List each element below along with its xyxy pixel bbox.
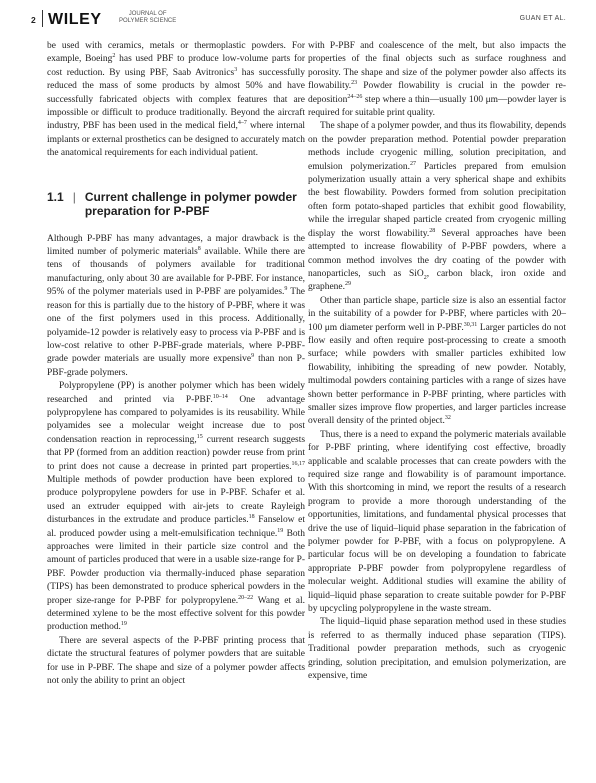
citation-superscript: 9 [251, 353, 255, 360]
citation-superscript: 23 [351, 80, 358, 87]
citation-superscript: 10–14 [212, 393, 228, 400]
text-run: Polypropylene (PP) is another polymer which has been widely researched and printed via P-PBF. [47, 381, 305, 405]
citation-superscript: 18 [248, 514, 255, 521]
citation-superscript: 29 [344, 281, 351, 288]
citation-superscript: 30,31 [463, 321, 478, 328]
running-authors: GUAN ET AL. [519, 15, 566, 22]
citation-superscript: 4–7 [237, 120, 247, 127]
citation-superscript: 32 [444, 415, 451, 422]
text-run: available. While there are tens of thousands of polymers available for traditional manufacturing, only about 30 are available for P-PBF. For instance, 95% of the polymer materials used in P-PBF are polyamides. [47, 247, 305, 298]
text-run: Larger particles do not flow easily and often require post-processing to create a smooth surface; while powders with smaller particles exhibited low flowability, inhibiting the spreading of new powder. Notably, multimodal powders containing particles with a range of sizes have shown better performance in P-PBF printing, where particles with smaller sizes improve flow properties, and larger particles increase overall density of the printed object. [308, 322, 566, 427]
text-run: Other than particle shape, particle size is also an essential factor in the suitability of a powder for P-PBF, where particles with 20–100 μm diameter perform well in P-PBF. [308, 295, 566, 333]
citation-superscript: 2 [112, 53, 116, 60]
text-run: The liquid–liquid phase separation method used in these studies is referred to as thermally induced phase separation (TIPS). Traditional powder preparation methods, such as cryogenic grinding, solution precipitation, and emulsion polymerization, are expensive, time [308, 617, 566, 682]
paragraph [308, 120, 566, 294]
paragraph [47, 380, 305, 635]
header-divider [42, 10, 43, 27]
citation-superscript: 20–22 [238, 594, 254, 601]
paragraph [47, 635, 305, 689]
citation-superscript: 24–26 [347, 93, 363, 100]
text-run: There are several aspects of the P-PBF printing process that dictate the structural features of polymer powders that are suitable for use in P-PBF. The shape and size of a polymer powder affects not only the ability to print an object [47, 635, 305, 687]
text-run: Thus, there is a need to expand the polymeric materials available for P-PBF printing, where identifying cost effective, broadly applicable and scalable processes that can create powders with the required size range and flowability is of paramount importance. With this shortcoming in mind, we report the results of a research program to provide a more thorough understanding of the opportunities, limitations, and fundamental physical processes that drive the use of liquid–liquid phase separation in the fabrication of polymer powder for P-PBF, with a focus on polypropylene. A particular focus will be on developing a foundation to fabricate appropriate P-PBF powder from polypropylene regardless of molecular weight. Additional studies will examine the ability of liquid–liquid phase separation to create suitable powder for P-PBF by upcycling polypropylene in the waste stream. [308, 429, 566, 615]
citation-superscript: 15 [196, 433, 203, 440]
text-run: Particles prepared from emulsion polymerization usually attain a very spherical shape and exhibits the best flowability. Powders formed from solution precipitation often form potato-shaped particles that exhibit good flowability, while the irregular shaped particle created from cryogenic milling display the worst flowability. [308, 161, 566, 239]
text-run: Fanselow et al. produced powder using a melt-emulsification technique. [47, 515, 305, 539]
citation-superscript: 27 [409, 160, 416, 167]
citation-superscript: 19 [120, 621, 127, 628]
text-run: current research suggests that PP (formed from an addition reaction) powder reuse from print to print does not cause a decrease in printed part properties. [47, 434, 305, 472]
journal-name [119, 11, 176, 25]
paragraph [47, 233, 305, 380]
text-run: Several approaches have been attempted to increase flowability of P-PBF powders, where a common method involves the dry coating of the powder with nanoparticles, such as SiO [308, 228, 566, 279]
text-run: Both approaches were limited in their particle size control and the amount of particles produced that were in a usable size-range for P-PBF. Powder production via thermally-induced phase separation (TIPS) has been demonstrated to produce spherical powders in the proper size-range for P-PBF for polypropylene. [47, 528, 305, 606]
citation-superscript: 8 [197, 245, 201, 252]
text-run: be used with ceramics, metals or thermoplastic powders. For example, Boeing [47, 41, 305, 65]
paragraph [47, 40, 305, 161]
paragraph [308, 295, 566, 429]
section-heading [47, 190, 305, 219]
left-column [47, 40, 305, 688]
section-separator: | [72, 189, 76, 204]
journal-name-line2: POLYMER SCIENCE [119, 18, 177, 24]
citation-superscript: 16,17 [291, 460, 305, 467]
publisher-logo: WILEY [48, 11, 102, 28]
text-run: , carbon black, iron oxide and graphene. [308, 268, 566, 293]
text-run: One advantage polypropylene has compared to polyamides is its reusability. While polyamides see a molecular weight increase due to post condensation reaction in reprocessing, [47, 394, 305, 445]
text-run: Although P-PBF has many advantages, a major drawback is the limited number of polymeric materials [47, 233, 305, 258]
text-run: has successfully reduced the mass of some products by almost 50% and have successfully fabricated objects with complex features that are impossible or difficult to produce traditionally. Beyond the aircraft industry, PBF has been used in the medical field, [47, 67, 305, 132]
text-run: Wang et al. determined xylene to be the most effective solvent for this powder production method. [47, 595, 305, 633]
citation-superscript: 9 [284, 286, 288, 293]
page-number: 2 [31, 15, 36, 25]
text-run: The reason for this is partially due to the history of P-PBF, where it was one of the first polymers used in this process. Additionally, polyamide-12 powder is relatively easy to process via P-PBF and is low-cost relative to other P-PBF-grade materials, where P-PBF-grade powder materials are usually more expensive [47, 287, 305, 365]
paragraph [308, 40, 566, 120]
section-title: Current challenge in polymer powder preparation for P-PBF [84, 189, 297, 219]
right-column [308, 40, 566, 684]
text-run: step where a thin—usually 100 μm—powder layer is required for suitable print quality. [308, 94, 566, 119]
journal-name-line1: JOURNAL OF [128, 11, 167, 17]
text-run: has used PBF to produce low-volume parts for cost reduction. By using PBF, Saab Avitronics [47, 54, 305, 78]
paragraph [308, 616, 566, 683]
citation-superscript: 28 [429, 227, 436, 234]
text-run: where internal implants or external prosthetics can be designed to accurately match the anatomical requirements for each individual patient. [47, 121, 306, 159]
section-number: 1.1 [47, 189, 64, 204]
citation-superscript: 19 [277, 527, 284, 534]
text-run: Powder flowability is crucial in the powder re-deposition [308, 81, 566, 105]
page-header [0, 0, 596, 34]
text-run: The shape of a polymer powder, and thus its flowability, depends on the powder preparation method. Potential powder preparation methods include cryogenic milling, solution precipitation, and emulsion polymerization. [308, 121, 566, 172]
subscript: 2 [423, 274, 427, 281]
text-run: with P-PBF and coalescence of the melt, but also impacts the properties of the final objects such as surface roughness and porosity. The shape and size of the polymer powder also affects its flowability. [308, 41, 566, 92]
text-run: than non P-PBF-grade polymers. [47, 354, 306, 378]
citation-superscript: 3 [234, 66, 238, 73]
text-run: Multiple methods of powder production have been explored to produce polypropylene powders for use in P-PBF. Schafer et al. used an extruder equipped with air-jets to create Rayleigh disturbances in the extrudate and produce particles. [47, 474, 305, 526]
paragraph [308, 429, 566, 617]
